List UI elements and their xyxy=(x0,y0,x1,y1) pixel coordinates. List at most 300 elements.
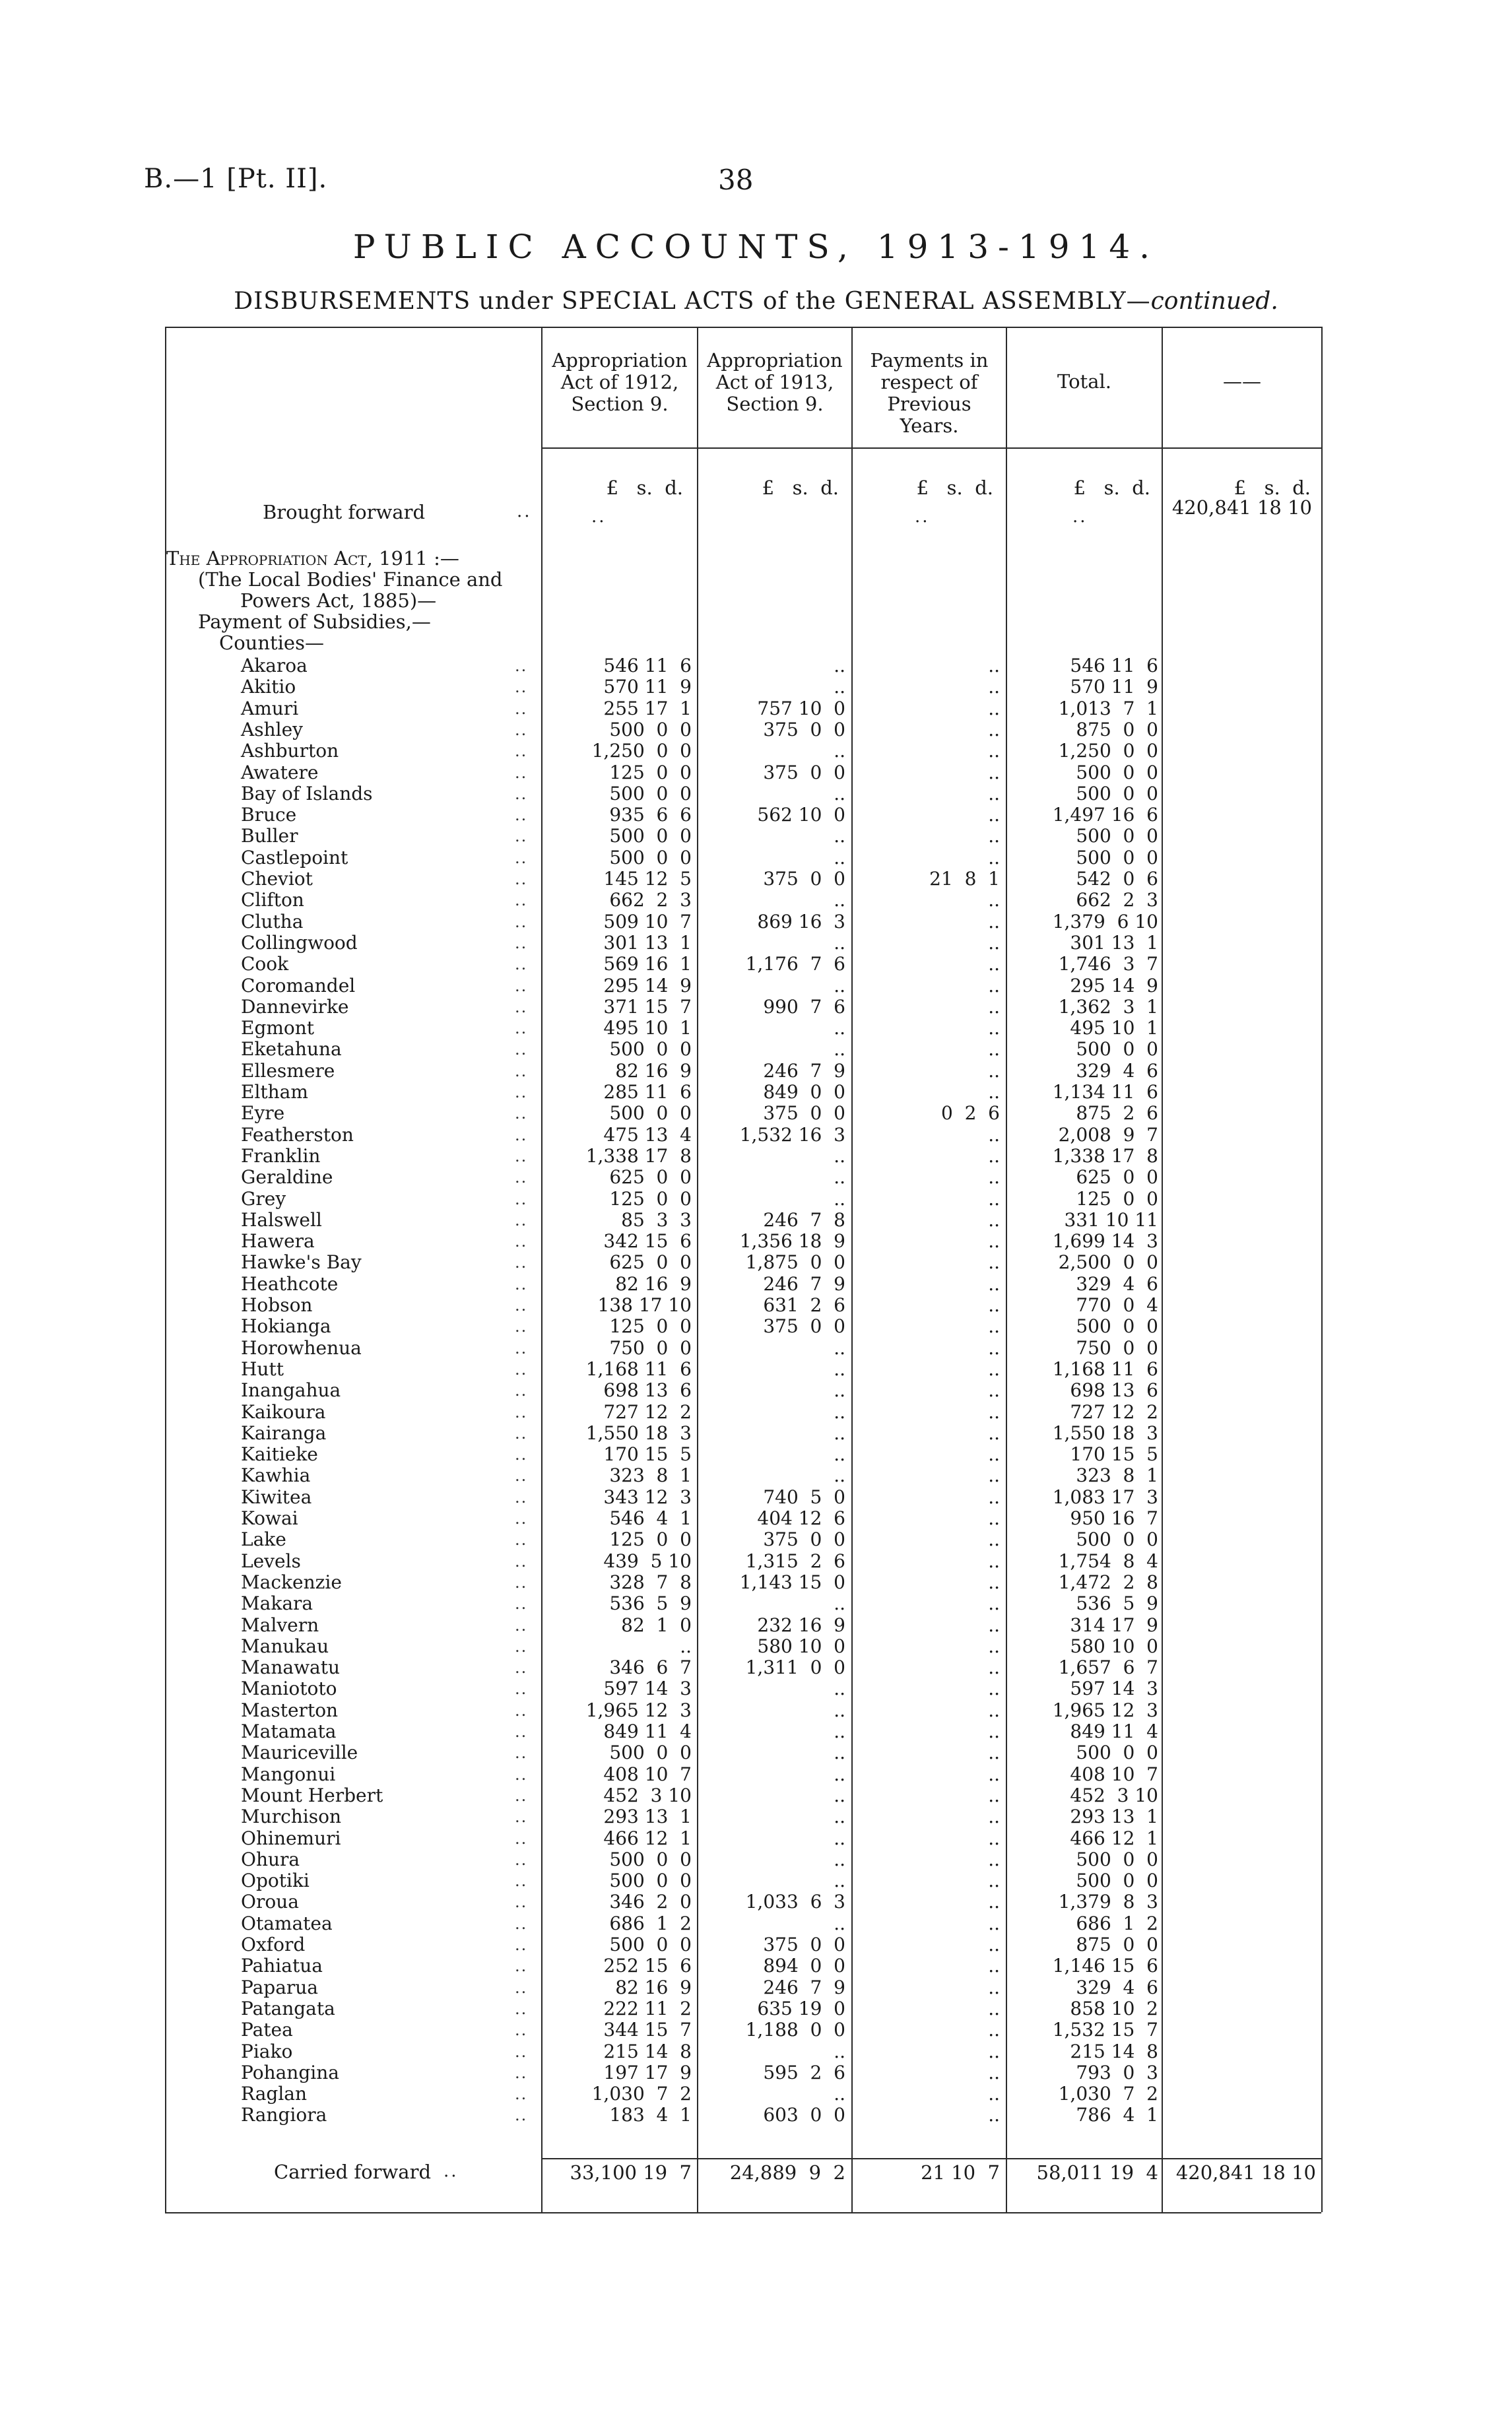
amount-previous-years: .. xyxy=(988,1592,1000,1615)
county-name: Eltham xyxy=(241,1081,308,1103)
amount-approp-1912: 82 16 9 xyxy=(615,1059,692,1082)
document-reference: B.—1 [Pt. II]. xyxy=(144,164,328,194)
amount-total: 770 0 4 xyxy=(1076,1294,1158,1316)
county-name: Makara xyxy=(241,1592,313,1615)
amount-previous-years: .. xyxy=(988,1571,1000,1593)
row-leader: .. xyxy=(515,912,528,931)
table-row xyxy=(0,1146,1512,1167)
amount-approp-1913: .. xyxy=(834,1806,845,1828)
county-name: Hawke's Bay xyxy=(241,1251,362,1274)
table-row xyxy=(0,1828,1512,1849)
row-leader: .. xyxy=(515,1808,528,1827)
amount-previous-years: .. xyxy=(988,761,1000,783)
county-name: Ellesmere xyxy=(241,1059,335,1082)
amount-approp-1912: 371 15 7 xyxy=(603,995,692,1018)
amount-total: 849 11 4 xyxy=(1070,1720,1158,1742)
amount-total: 1,746 3 7 xyxy=(1058,953,1158,975)
amount-previous-years: .. xyxy=(988,1230,1000,1253)
carried-forward-col2: 24,889 9 2 xyxy=(729,2161,845,2184)
amount-approp-1913: .. xyxy=(834,1848,845,1870)
row-leader: .. xyxy=(515,1936,528,1954)
table-row xyxy=(0,698,1512,719)
amount-previous-years: 0 2 6 xyxy=(940,1102,1000,1125)
amount-approp-1912: 1,338 17 8 xyxy=(585,1144,692,1167)
table-row xyxy=(0,1167,1512,1188)
amount-approp-1912: 500 0 0 xyxy=(609,1870,692,1892)
county-name: Ohura xyxy=(241,1848,300,1870)
row-leader: .. xyxy=(515,1466,528,1486)
county-name: Mangonui xyxy=(241,1763,336,1785)
amount-approp-1913: 246 7 9 xyxy=(763,1976,845,1998)
county-name: Grey xyxy=(241,1187,286,1210)
amount-total: 597 14 3 xyxy=(1070,1678,1158,1700)
row-leader: .. xyxy=(515,699,528,718)
county-name: Bay of Islands xyxy=(241,782,373,804)
amount-previous-years: .. xyxy=(988,655,1000,676)
col-header-blank: —— xyxy=(1223,370,1261,393)
amount-approp-1912: 342 15 6 xyxy=(603,1230,692,1253)
amount-previous-years: .. xyxy=(988,1081,1000,1103)
amount-approp-1912: 1,250 0 0 xyxy=(591,740,692,762)
county-name: Matamata xyxy=(241,1720,337,1742)
amount-approp-1913: .. xyxy=(834,740,845,762)
table-row xyxy=(0,1189,1512,1210)
amount-approp-1913: .. xyxy=(834,1763,845,1785)
amount-previous-years: .. xyxy=(988,1763,1000,1785)
county-name: Horowhenua xyxy=(241,1336,362,1359)
amount-approp-1913: .. xyxy=(834,1784,845,1806)
col-header-approp-1912: Appropriation Act of 1912, Section 9. xyxy=(552,349,688,415)
county-name: Hawera xyxy=(241,1230,315,1253)
amount-approp-1912: 686 1 2 xyxy=(609,1912,692,1934)
amount-approp-1912: 698 13 6 xyxy=(603,1379,692,1402)
table-bottom-rule xyxy=(165,2212,1321,2213)
county-name: Mauriceville xyxy=(241,1742,358,1764)
amount-approp-1912: 500 0 0 xyxy=(609,825,692,847)
table-row xyxy=(0,2041,1512,2062)
row-leader: .. xyxy=(515,1040,528,1059)
table-row xyxy=(0,1359,1512,1380)
amount-total: 1,379 8 3 xyxy=(1058,1891,1158,1913)
carried-forward-col3: 21 10 7 xyxy=(921,2161,1000,2184)
row-leader: .. xyxy=(515,2085,528,2104)
row-leader: .. xyxy=(515,1616,528,1635)
amount-total: 1,362 3 1 xyxy=(1058,995,1158,1018)
amount-approp-1912: 509 10 7 xyxy=(603,910,692,933)
amount-previous-years: .. xyxy=(988,1742,1000,1764)
amount-approp-1912: 125 0 0 xyxy=(609,1528,692,1551)
amount-previous-years: .. xyxy=(988,2061,1000,2083)
amount-previous-years: .. xyxy=(988,1208,1000,1231)
county-name: Masterton xyxy=(241,1699,339,1721)
row-leader: .. xyxy=(515,1189,528,1208)
amount-total: 500 0 0 xyxy=(1076,1742,1158,1764)
county-name: Manawatu xyxy=(241,1656,341,1679)
amount-approp-1913: .. xyxy=(834,655,845,676)
amount-approp-1913: 246 7 9 xyxy=(763,1272,845,1295)
amount-total: 500 0 0 xyxy=(1076,1315,1158,1338)
amount-previous-years: .. xyxy=(988,2104,1000,2126)
amount-previous-years: .. xyxy=(988,1699,1000,1721)
table-row xyxy=(0,890,1512,911)
amount-approp-1912: 344 15 7 xyxy=(603,2019,692,2041)
amount-approp-1912: 85 3 3 xyxy=(621,1208,692,1231)
amount-previous-years: .. xyxy=(988,782,1000,804)
amount-approp-1913: 1,315 2 6 xyxy=(745,1550,845,1572)
amount-previous-years: .. xyxy=(988,1976,1000,1998)
row-leader: .. xyxy=(515,955,528,974)
table-row xyxy=(0,1977,1512,1998)
amount-approp-1912: 1,030 7 2 xyxy=(591,2083,692,2105)
amount-previous-years: .. xyxy=(988,697,1000,719)
row-leader: .. xyxy=(515,1573,528,1592)
amount-approp-1913: 869 16 3 xyxy=(757,910,845,933)
table-row xyxy=(0,783,1512,804)
amount-approp-1912: 452 3 10 xyxy=(603,1784,692,1806)
col-header-previous-years: Payments in respect of Previous Years. xyxy=(870,349,989,437)
amount-approp-1913: .. xyxy=(834,1358,845,1380)
amount-approp-1912: 125 0 0 xyxy=(609,1187,692,1210)
amount-previous-years: .. xyxy=(988,1912,1000,1934)
amount-previous-years: .. xyxy=(988,1997,1000,2019)
amount-total: 466 12 1 xyxy=(1070,1827,1158,1849)
amount-total: 500 0 0 xyxy=(1076,1870,1158,1892)
amount-total: 875 0 0 xyxy=(1076,1934,1158,1955)
amount-previous-years: .. xyxy=(988,2083,1000,2105)
amount-total: 314 17 9 xyxy=(1070,1614,1158,1636)
amount-approp-1913: .. xyxy=(834,1166,845,1189)
table-row xyxy=(0,954,1512,975)
amount-approp-1912: 500 0 0 xyxy=(609,1038,692,1061)
amount-approp-1913: .. xyxy=(834,1870,845,1892)
amount-total: 1,083 17 3 xyxy=(1052,1486,1158,1508)
county-name: Kaitieke xyxy=(241,1443,318,1466)
amount-approp-1912: 285 11 6 xyxy=(603,1081,692,1103)
amount-approp-1913: 635 19 0 xyxy=(757,1997,845,2019)
amount-total: 2,500 0 0 xyxy=(1058,1251,1158,1274)
row-leader: .. xyxy=(515,763,528,782)
row-leader: .. xyxy=(515,1701,528,1720)
amount-approp-1912: 849 11 4 xyxy=(603,1720,692,1742)
county-name: Kowai xyxy=(241,1507,298,1529)
amount-previous-years: .. xyxy=(988,1059,1000,1082)
table-row xyxy=(0,1849,1512,1870)
table-row xyxy=(0,1657,1512,1678)
amount-approp-1913: .. xyxy=(834,1379,845,1402)
county-name: Pohangina xyxy=(241,2061,339,2083)
row-leader: .. xyxy=(515,1850,528,1869)
amount-approp-1912: 500 0 0 xyxy=(609,782,692,804)
amount-total: 329 4 6 xyxy=(1076,1272,1158,1295)
county-name: Heathcote xyxy=(241,1272,339,1295)
county-name: Pahiatua xyxy=(241,1955,323,1977)
amount-approp-1913: .. xyxy=(834,1699,845,1721)
amount-approp-1912: 1,965 12 3 xyxy=(585,1699,692,1721)
amount-approp-1912: 1,550 18 3 xyxy=(585,1422,692,1444)
county-name: Kiwitea xyxy=(241,1486,312,1508)
amount-previous-years: .. xyxy=(988,825,1000,847)
amount-approp-1912: 408 10 7 xyxy=(603,1763,692,1785)
table-row xyxy=(0,826,1512,847)
amount-total: 500 0 0 xyxy=(1076,782,1158,804)
county-name: Castlepoint xyxy=(241,846,348,868)
amount-previous-years: .. xyxy=(988,1422,1000,1444)
amount-approp-1912: 439 5 10 xyxy=(603,1550,692,1572)
row-leader: .. xyxy=(515,1296,528,1315)
amount-previous-years: .. xyxy=(988,718,1000,740)
row-leader: .. xyxy=(515,870,528,888)
amount-approp-1913: .. xyxy=(834,2083,845,2105)
table-row xyxy=(0,1615,1512,1636)
amount-approp-1913: 1,188 0 0 xyxy=(745,2019,845,2041)
amount-total: 662 2 3 xyxy=(1076,889,1158,911)
row-leader: .. xyxy=(515,1999,528,2018)
county-name: Awatere xyxy=(241,761,319,783)
table-row xyxy=(0,1402,1512,1423)
row-leader: .. xyxy=(515,1125,528,1144)
county-name: Cheviot xyxy=(241,868,313,890)
row-leader: .. xyxy=(515,1061,528,1080)
amount-approp-1913: .. xyxy=(834,889,845,911)
table-row xyxy=(0,911,1512,933)
amount-total: 542 0 6 xyxy=(1076,868,1158,890)
amount-approp-1913: 375 0 0 xyxy=(763,718,845,740)
amount-approp-1912: 570 11 9 xyxy=(603,676,692,698)
amount-approp-1912: 750 0 0 xyxy=(609,1336,692,1359)
carried-forward-col1: 33,100 19 7 xyxy=(570,2161,692,2184)
row-leader: .. xyxy=(515,2063,528,2082)
brought-forward-blank-col3: .. xyxy=(915,507,930,527)
amount-approp-1913: .. xyxy=(834,1038,845,1061)
amount-total: 1,250 0 0 xyxy=(1058,740,1158,762)
amount-previous-years: .. xyxy=(988,1251,1000,1274)
amount-approp-1912: 255 17 1 xyxy=(603,697,692,719)
row-leader: .. xyxy=(515,678,528,697)
amount-total: 858 10 2 xyxy=(1070,1997,1158,2019)
county-name: Dannevirke xyxy=(241,995,349,1018)
table-row xyxy=(0,2019,1512,2041)
amount-total: 698 13 6 xyxy=(1070,1379,1158,1402)
amount-total: 295 14 9 xyxy=(1070,974,1158,997)
amount-approp-1912: .. xyxy=(680,1635,692,1657)
amount-total: 536 5 9 xyxy=(1076,1592,1158,1615)
page-subtitle xyxy=(0,288,1512,315)
table-row xyxy=(0,1508,1512,1529)
amount-previous-years: .. xyxy=(988,1507,1000,1529)
amount-approp-1912: 145 12 5 xyxy=(603,868,692,890)
row-leader: .. xyxy=(515,1424,528,1443)
amount-previous-years: .. xyxy=(988,1784,1000,1806)
subtitle-continued: continued. xyxy=(1150,288,1278,315)
county-name: Collingwood xyxy=(241,931,358,954)
county-name: Hokianga xyxy=(241,1315,331,1338)
amount-approp-1913: 246 7 8 xyxy=(763,1208,845,1231)
amount-approp-1912: 252 15 6 xyxy=(603,1955,692,1977)
carried-forward-label: Carried forward xyxy=(274,2161,432,2183)
amount-approp-1913: .. xyxy=(834,846,845,868)
row-leader: .. xyxy=(515,1530,528,1550)
amount-total: 1,146 15 6 xyxy=(1052,1955,1158,1977)
amount-approp-1913: 404 12 6 xyxy=(757,1507,845,1529)
county-name: Raglan xyxy=(241,2083,308,2105)
table-row xyxy=(0,676,1512,698)
table-row xyxy=(0,1465,1512,1486)
row-leader: .. xyxy=(515,1019,528,1038)
amount-approp-1913: 1,176 7 6 xyxy=(745,953,845,975)
table-row xyxy=(0,975,1512,997)
subtitle-text: DISBURSEMENTS under SPECIAL ACTS of the GENERAL ASSEMBLY— xyxy=(234,288,1151,315)
amount-approp-1913: .. xyxy=(834,1720,845,1742)
row-leader: .. xyxy=(515,1872,528,1891)
county-name: Manukau xyxy=(241,1635,329,1657)
amount-approp-1912: 500 0 0 xyxy=(609,718,692,740)
amount-total: 1,338 17 8 xyxy=(1052,1144,1158,1167)
amount-previous-years: .. xyxy=(988,740,1000,762)
row-leader: .. xyxy=(515,742,528,761)
table-row xyxy=(0,1125,1512,1146)
amount-total: 546 11 6 xyxy=(1070,655,1158,676)
amount-approp-1912: 500 0 0 xyxy=(609,1102,692,1125)
amount-total: 1,168 11 6 xyxy=(1052,1358,1158,1380)
amount-previous-years: .. xyxy=(988,846,1000,868)
row-leader: .. xyxy=(515,1445,528,1464)
county-name: Eyre xyxy=(241,1102,285,1125)
row-leader: .. xyxy=(515,1210,528,1229)
brought-forward-amount: 420,841 18 10 xyxy=(1171,496,1312,519)
table-row xyxy=(0,1380,1512,1401)
page-number: 38 xyxy=(718,164,754,196)
table-row xyxy=(0,1487,1512,1508)
county-name: Akaroa xyxy=(241,655,308,676)
amount-approp-1912: 82 16 9 xyxy=(615,1272,692,1295)
amount-approp-1913: .. xyxy=(834,1443,845,1466)
county-name: Halswell xyxy=(241,1208,322,1231)
amount-approp-1913: 990 7 6 xyxy=(763,995,845,1018)
row-leader: .. xyxy=(515,1744,528,1763)
brought-forward-label: Brought forward xyxy=(263,501,426,523)
amount-approp-1913: 375 0 0 xyxy=(763,1934,845,1955)
amount-approp-1912: 500 0 0 xyxy=(609,846,692,868)
county-name: Clutha xyxy=(241,910,304,933)
amount-previous-years: 21 8 1 xyxy=(929,868,1000,890)
county-name: Maniototo xyxy=(241,1678,337,1700)
amount-total: 215 14 8 xyxy=(1070,2040,1158,2062)
county-name: Inangahua xyxy=(241,1379,341,1402)
amount-previous-years: .. xyxy=(988,1272,1000,1295)
table-row xyxy=(0,1210,1512,1231)
amount-previous-years: .. xyxy=(988,1400,1000,1423)
amount-total: 580 10 0 xyxy=(1070,1635,1158,1657)
table-row xyxy=(0,2062,1512,2083)
amount-approp-1912: 125 0 0 xyxy=(609,1315,692,1338)
amount-total: 500 0 0 xyxy=(1076,846,1158,868)
table-top-rule xyxy=(165,327,1321,328)
amount-approp-1913: 375 0 0 xyxy=(763,1528,845,1551)
row-leader: .. xyxy=(515,1168,528,1187)
amount-total: 786 4 1 xyxy=(1076,2104,1158,2126)
table-row xyxy=(0,1252,1512,1273)
table-row xyxy=(0,2083,1512,2105)
amount-approp-1913: 849 0 0 xyxy=(763,1081,845,1103)
table-row xyxy=(0,804,1512,826)
table-row xyxy=(0,1593,1512,1614)
amount-approp-1912: 343 12 3 xyxy=(603,1486,692,1508)
county-name: Opotiki xyxy=(241,1870,310,1892)
row-leader: .. xyxy=(515,2042,528,2061)
amount-approp-1912: 197 17 9 xyxy=(603,2061,692,2083)
amount-total: 727 12 2 xyxy=(1070,1400,1158,1423)
amount-approp-1912: 597 14 3 xyxy=(603,1678,692,1700)
amount-approp-1913: .. xyxy=(834,1336,845,1359)
table-row xyxy=(0,1018,1512,1039)
amount-total: 408 10 7 xyxy=(1070,1763,1158,1785)
amount-approp-1913: .. xyxy=(834,1592,845,1615)
county-name: Amuri xyxy=(241,697,299,719)
amount-approp-1913: .. xyxy=(834,1827,845,1849)
row-leader: .. xyxy=(515,1680,528,1699)
amount-approp-1913: .. xyxy=(834,825,845,847)
amount-total: 1,030 7 2 xyxy=(1058,2083,1158,2105)
row-leader: .. xyxy=(515,1338,528,1358)
amount-approp-1912: 500 0 0 xyxy=(609,1742,692,1764)
amount-previous-years: .. xyxy=(988,1528,1000,1551)
amount-previous-years: .. xyxy=(988,1123,1000,1146)
row-leader: .. xyxy=(515,1381,528,1400)
table-row xyxy=(0,1998,1512,2019)
table-row xyxy=(0,719,1512,740)
row-leader: .. xyxy=(515,1083,528,1101)
row-leader: .. xyxy=(515,1509,528,1528)
amount-previous-years: .. xyxy=(988,931,1000,954)
county-name: Franklin xyxy=(241,1144,321,1167)
amount-approp-1913: .. xyxy=(834,1187,845,1210)
amount-approp-1912: 935 6 6 xyxy=(609,804,692,826)
amount-total: 570 11 9 xyxy=(1070,676,1158,698)
unit-label-col4: £ s. d. xyxy=(1073,476,1150,499)
amount-total: 331 10 11 xyxy=(1064,1208,1158,1231)
amount-total: 323 8 1 xyxy=(1076,1464,1158,1487)
table-row xyxy=(0,868,1512,890)
county-name: Paparua xyxy=(241,1976,319,1998)
table-row xyxy=(0,1934,1512,1955)
amount-approp-1912: 475 13 4 xyxy=(603,1123,692,1146)
county-name: Ashley xyxy=(241,718,303,740)
amount-approp-1913: 740 5 0 xyxy=(763,1486,845,1508)
amount-approp-1912: 546 4 1 xyxy=(609,1507,692,1529)
county-name: Kawhia xyxy=(241,1464,311,1487)
row-leader: .. xyxy=(515,1232,528,1251)
amount-approp-1912: 183 4 1 xyxy=(609,2104,692,2126)
amount-approp-1912: 625 0 0 xyxy=(609,1166,692,1189)
amount-previous-years: .. xyxy=(988,1806,1000,1828)
row-leader: .. xyxy=(515,1552,528,1571)
amount-total: 293 13 1 xyxy=(1070,1806,1158,1828)
table-row xyxy=(0,1572,1512,1593)
table-row xyxy=(0,2105,1512,2126)
amount-approp-1912: 495 10 1 xyxy=(603,1017,692,1039)
county-name: Murchison xyxy=(241,1806,342,1828)
amount-approp-1912: 215 14 8 xyxy=(603,2040,692,2062)
amount-total: 500 0 0 xyxy=(1076,1038,1158,1061)
amount-previous-years: .. xyxy=(988,995,1000,1018)
section-act-heading: The Appropriation Act, 1911 :— xyxy=(166,547,459,570)
carried-forward-col4: 58,011 19 4 xyxy=(1036,2161,1158,2184)
amount-previous-years: .. xyxy=(988,1443,1000,1466)
amount-approp-1912: 662 2 3 xyxy=(609,889,692,911)
amount-previous-years: .. xyxy=(988,1955,1000,1977)
amount-approp-1913: 1,875 0 0 xyxy=(745,1251,845,1274)
carried-forward-leader: .. xyxy=(444,2161,459,2181)
